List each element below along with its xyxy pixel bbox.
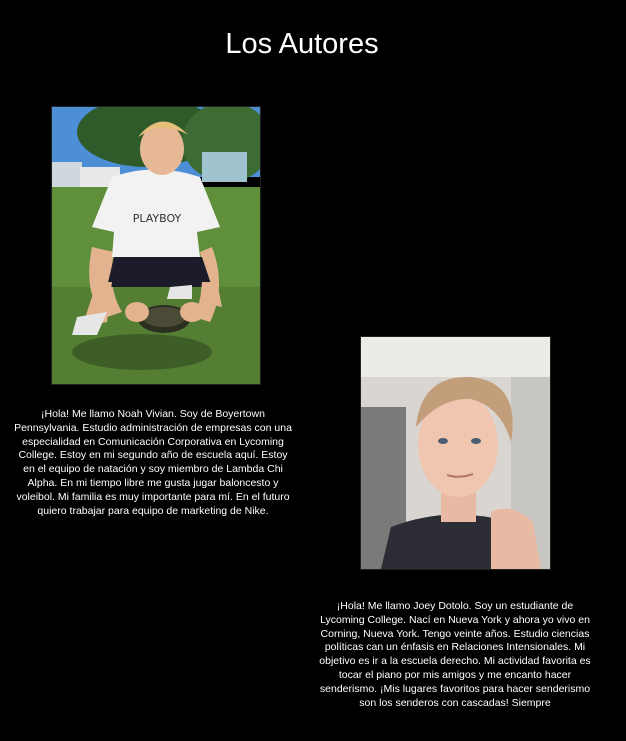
author-bio-joey: ¡Hola! Me llamo Joey Dotolo. Soy un estudiante de Lycoming College. Nací en Nueva York y ahora yo vivo en Corning, Nueva York. Tengo veinte años. Estudio ciencias políticas can un énfasis en Relaciones Intensionales. Mi objetivo es ir a la escuela derecho. Mi actividad favorita es tocar el piano por mis amigos y me encanto hacer senderismo. ¡Mis lugares favoritos para hacer senderismo son los senderos con cascadas! Siempre <box>319 600 591 709</box>
author-bio-noah: ¡Hola! Me llamo Noah Vivian. Soy de Boyertown Pennsylvania. Estudio administración de empresas con una especialidad en Comunicación Corporativa en Lycoming College. Estoy en mi segundo año de escuela aquí. Estoy en el equipo de natación y soy miembro de Lambda Chi Alpha. En mi tiempo libre me gusta jugar baloncesto y voleibol. Mi familia es muy importante para mí. En el futuro quiero trabajar para equipo de marketing de Nike. <box>14 408 292 517</box>
author-photo-noah <box>51 106 261 385</box>
page-title: Los Autores <box>225 28 379 60</box>
svg-text:PLAYBOY: PLAYBOY <box>132 212 182 225</box>
author-photo-joey <box>360 336 551 570</box>
